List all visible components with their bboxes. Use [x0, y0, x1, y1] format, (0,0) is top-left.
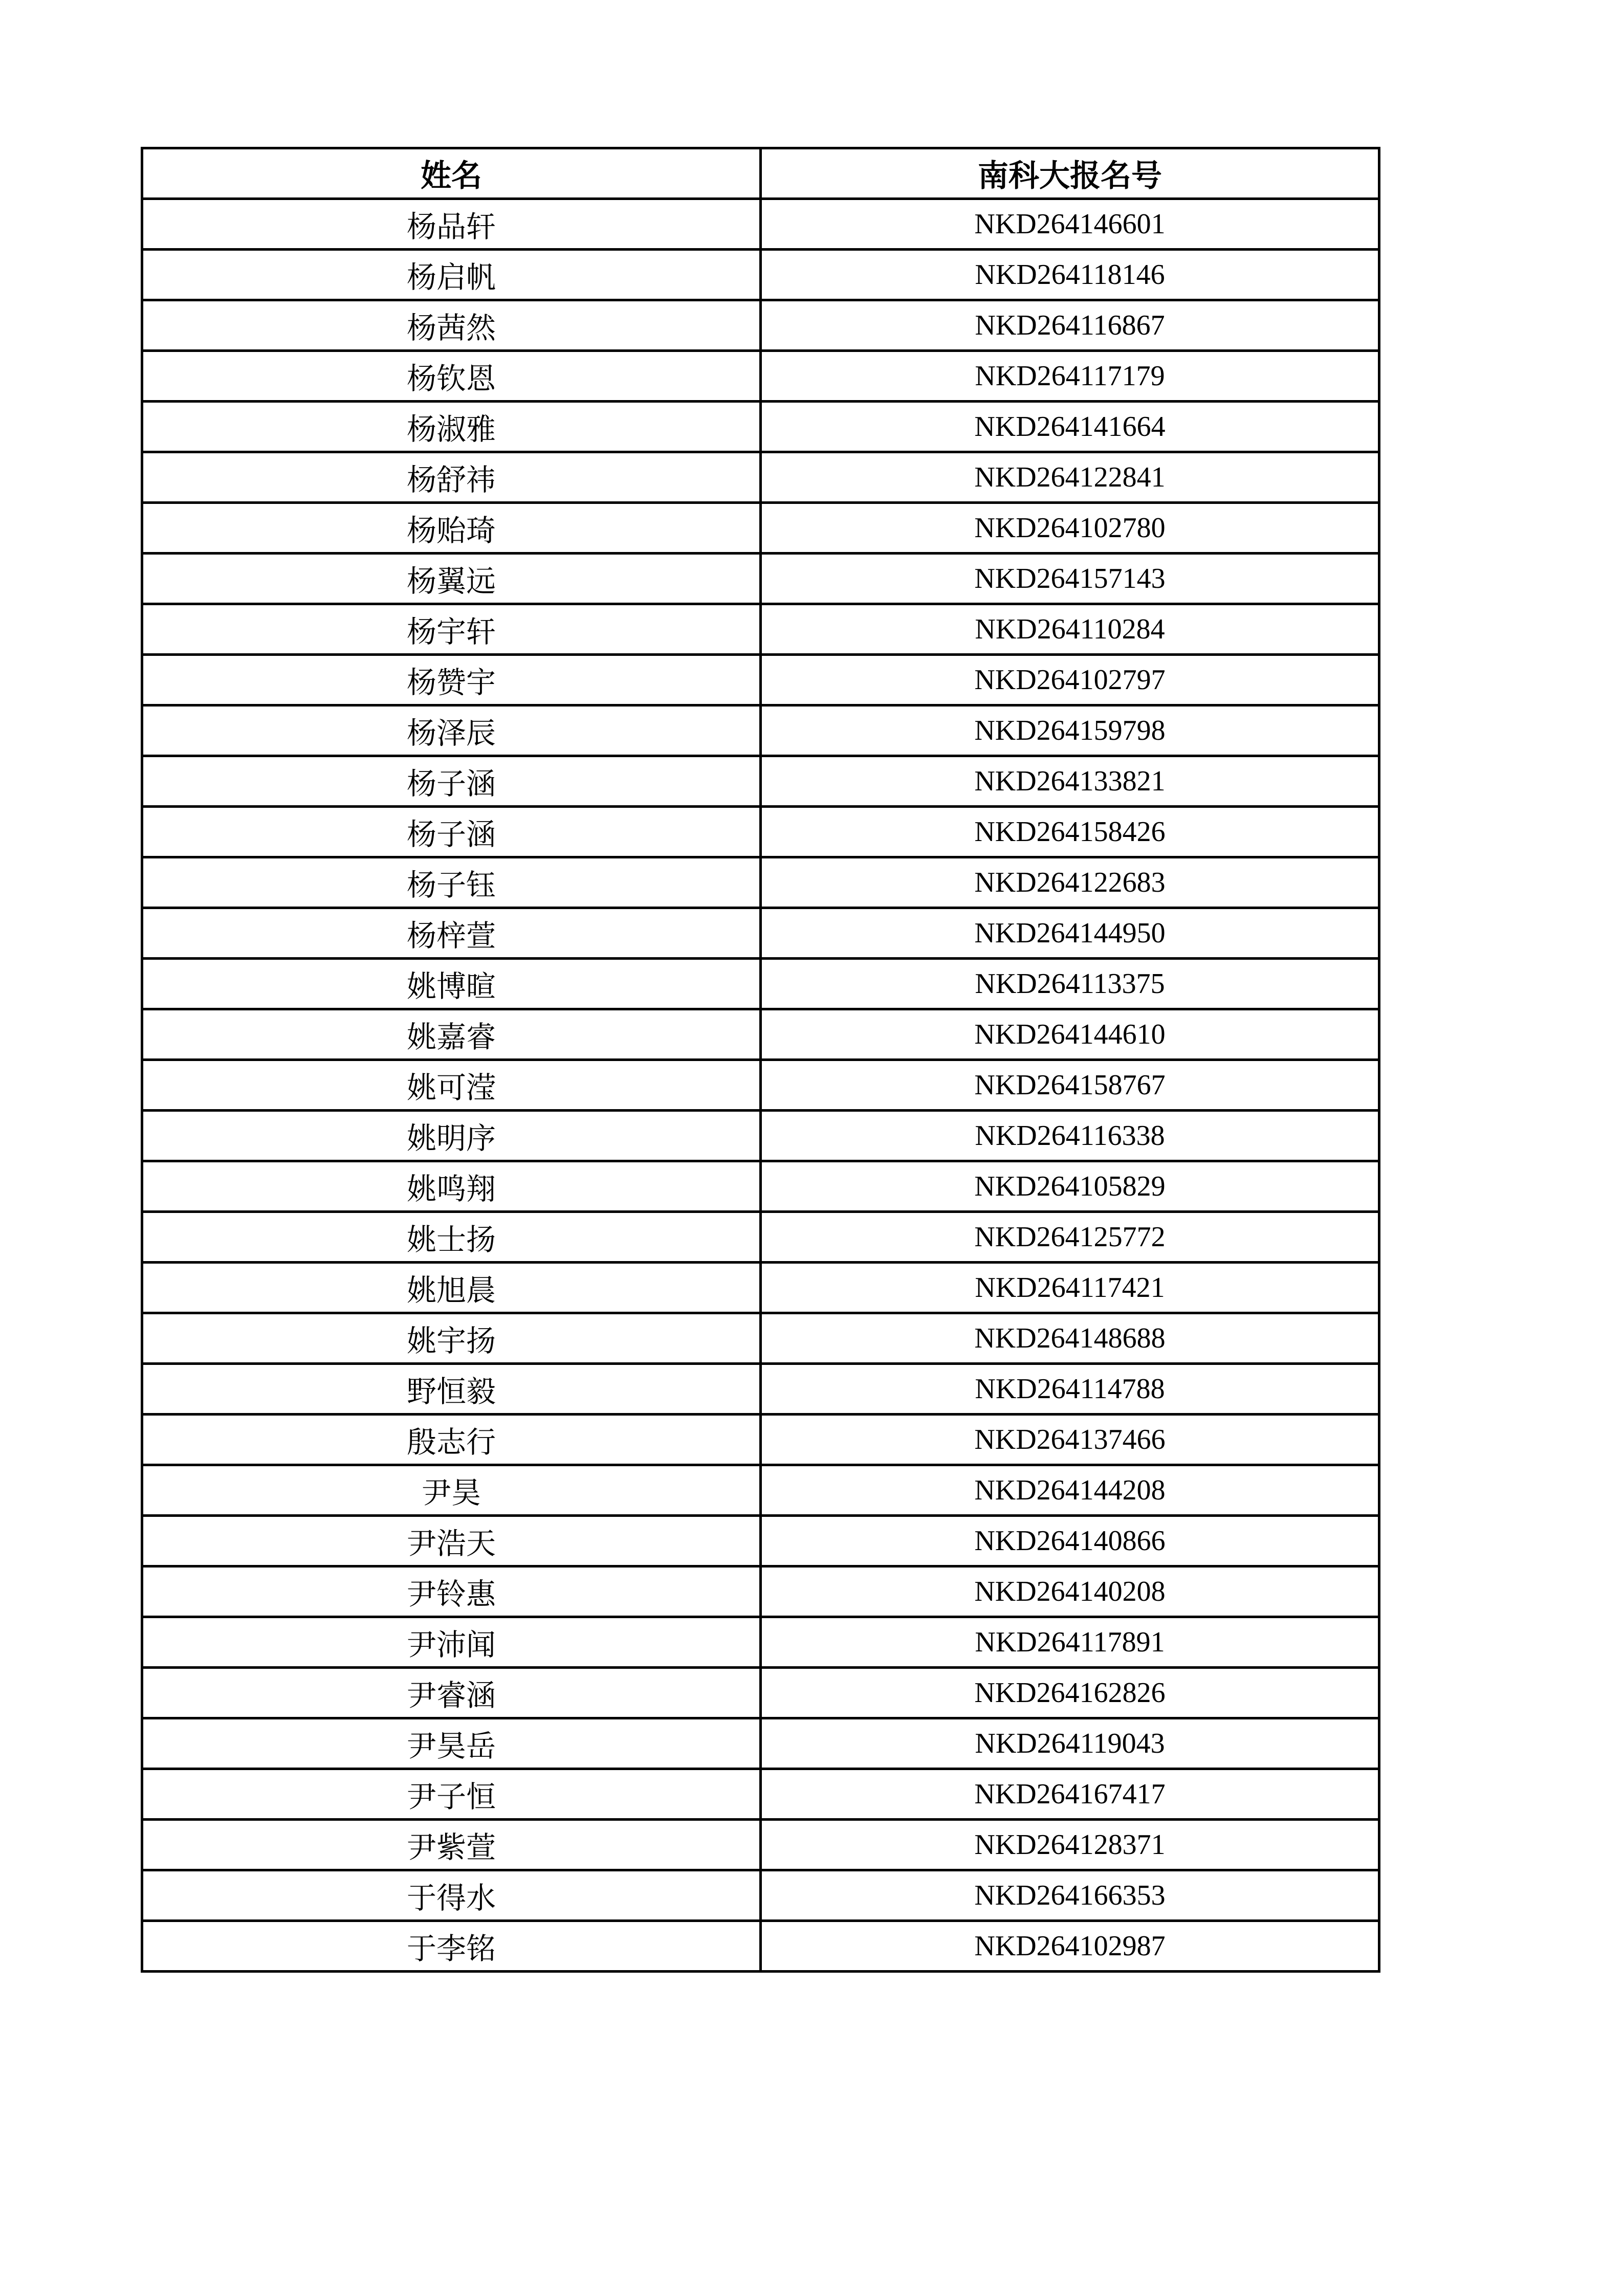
table-row: [142, 756, 1379, 807]
student-name-cell: 杨钦恩: [142, 351, 761, 402]
registration-number-cell: NKD264102780: [761, 503, 1379, 554]
table-row: [142, 1617, 1379, 1668]
table-row: [142, 1668, 1379, 1718]
header-row: [142, 148, 1379, 199]
student-name-cell: 杨子涵: [142, 807, 761, 857]
registration-number-cell: NKD264116338: [761, 1111, 1379, 1161]
table-row: [142, 1313, 1379, 1364]
student-name-cell: 杨茜然: [142, 300, 761, 351]
registration-number-cell: NKD264137466: [761, 1415, 1379, 1465]
registration-number-cell: NKD264102797: [761, 655, 1379, 705]
table-row: [142, 199, 1379, 250]
student-name-cell: 尹浩天: [142, 1516, 761, 1566]
registration-number-cell: NKD264146601: [761, 199, 1379, 250]
registration-number-cell: NKD264105829: [761, 1161, 1379, 1212]
table-row: [142, 402, 1379, 452]
registration-number-cell: NKD264157143: [761, 554, 1379, 604]
table-row: [142, 1111, 1379, 1161]
student-name-cell: 杨赞宇: [142, 655, 761, 705]
registration-number-cell: NKD264125772: [761, 1212, 1379, 1263]
student-name-cell: 姚嘉睿: [142, 1009, 761, 1060]
roster-body: [142, 199, 1379, 1972]
student-name-cell: 姚旭晨: [142, 1263, 761, 1313]
table-row: [142, 1212, 1379, 1263]
registration-number-cell: NKD264158426: [761, 807, 1379, 857]
student-name-cell: 杨宇轩: [142, 604, 761, 655]
table-row: [142, 604, 1379, 655]
registration-number-cell: NKD264118146: [761, 250, 1379, 300]
table-row: [142, 351, 1379, 402]
student-name-cell: 于李铭: [142, 1921, 761, 1972]
registration-number-cell: NKD264162826: [761, 1668, 1379, 1718]
registration-number-cell: NKD264102987: [761, 1921, 1379, 1972]
table-row: [142, 1060, 1379, 1111]
table-row: [142, 554, 1379, 604]
table-row: [142, 1009, 1379, 1060]
registration-number-cell: NKD264114788: [761, 1364, 1379, 1415]
registration-number-cell: NKD264140208: [761, 1566, 1379, 1617]
student-name-cell: 姚鸣翔: [142, 1161, 761, 1212]
registration-number-cell: NKD264117179: [761, 351, 1379, 402]
student-name-cell: 姚明序: [142, 1111, 761, 1161]
student-name-cell: 杨品轩: [142, 199, 761, 250]
registration-number-cell: NKD264140866: [761, 1516, 1379, 1566]
table-row: [142, 1415, 1379, 1465]
registration-number-cell: NKD264166353: [761, 1870, 1379, 1921]
student-name-cell: 尹沛闻: [142, 1617, 761, 1668]
student-name-cell: 姚宇扬: [142, 1313, 761, 1364]
student-name-cell: 杨淑雅: [142, 402, 761, 452]
table-row: [142, 959, 1379, 1009]
registration-number-cell: NKD264122841: [761, 452, 1379, 503]
table-row: [142, 1921, 1379, 1972]
table-row: [142, 1769, 1379, 1820]
student-name-cell: 姚士扬: [142, 1212, 761, 1263]
registration-number-cell: NKD264116867: [761, 300, 1379, 351]
student-name-cell: 杨舒祎: [142, 452, 761, 503]
table-row: [142, 250, 1379, 300]
registration-number-cell: NKD264119043: [761, 1718, 1379, 1769]
table-row: [142, 300, 1379, 351]
table-row: [142, 1263, 1379, 1313]
student-name-cell: 杨泽辰: [142, 705, 761, 756]
table-row: [142, 452, 1379, 503]
registration-number-cell: NKD264117421: [761, 1263, 1379, 1313]
student-name-cell: 杨子涵: [142, 756, 761, 807]
student-name-cell: 野恒毅: [142, 1364, 761, 1415]
table-row: [142, 1465, 1379, 1516]
table-row: [142, 807, 1379, 857]
student-name-cell: 尹昊岳: [142, 1718, 761, 1769]
registration-number-cell: NKD264117891: [761, 1617, 1379, 1668]
student-name-cell: 殷志行: [142, 1415, 761, 1465]
table-row: [142, 1870, 1379, 1921]
registration-number-cell: NKD264158767: [761, 1060, 1379, 1111]
student-name-cell: 杨梓萱: [142, 908, 761, 959]
table-row: [142, 857, 1379, 908]
student-name-cell: 杨翼远: [142, 554, 761, 604]
student-name-cell: 杨启帆: [142, 250, 761, 300]
student-name-cell: 杨子钰: [142, 857, 761, 908]
student-name-cell: 尹睿涵: [142, 1668, 761, 1718]
table-row: [142, 1820, 1379, 1870]
registration-number-cell: NKD264159798: [761, 705, 1379, 756]
registration-number-cell: NKD264144610: [761, 1009, 1379, 1060]
table-row: [142, 503, 1379, 554]
registration-number-cell: NKD264141664: [761, 402, 1379, 452]
student-name-cell: 尹子恒: [142, 1769, 761, 1820]
student-name-cell: 尹紫萱: [142, 1820, 761, 1870]
name-column-header: 姓名: [142, 148, 761, 199]
roster-table: [141, 147, 1380, 1973]
student-name-cell: 姚可滢: [142, 1060, 761, 1111]
table-row: [142, 705, 1379, 756]
table-row: [142, 1566, 1379, 1617]
registration-number-cell: NKD264144208: [761, 1465, 1379, 1516]
registration-number-cell: NKD264144950: [761, 908, 1379, 959]
table-row: [142, 1161, 1379, 1212]
student-name-cell: 姚博暄: [142, 959, 761, 1009]
registration-number-cell: NKD264122683: [761, 857, 1379, 908]
student-name-cell: 尹铃惠: [142, 1566, 761, 1617]
table-row: [142, 655, 1379, 705]
table-row: [142, 908, 1379, 959]
registration-number-cell: NKD264110284: [761, 604, 1379, 655]
registration-number-cell: NKD264113375: [761, 959, 1379, 1009]
table-row: [142, 1516, 1379, 1566]
registration-number-cell: NKD264128371: [761, 1820, 1379, 1870]
registration-number-cell: NKD264167417: [761, 1769, 1379, 1820]
id-column-header: 南科大报名号: [761, 148, 1379, 199]
student-name-cell: 于得水: [142, 1870, 761, 1921]
student-name-cell: 杨贻琦: [142, 503, 761, 554]
registration-number-cell: NKD264148688: [761, 1313, 1379, 1364]
student-name-cell: 尹昊: [142, 1465, 761, 1516]
table-row: [142, 1718, 1379, 1769]
registration-number-cell: NKD264133821: [761, 756, 1379, 807]
table-row: [142, 1364, 1379, 1415]
